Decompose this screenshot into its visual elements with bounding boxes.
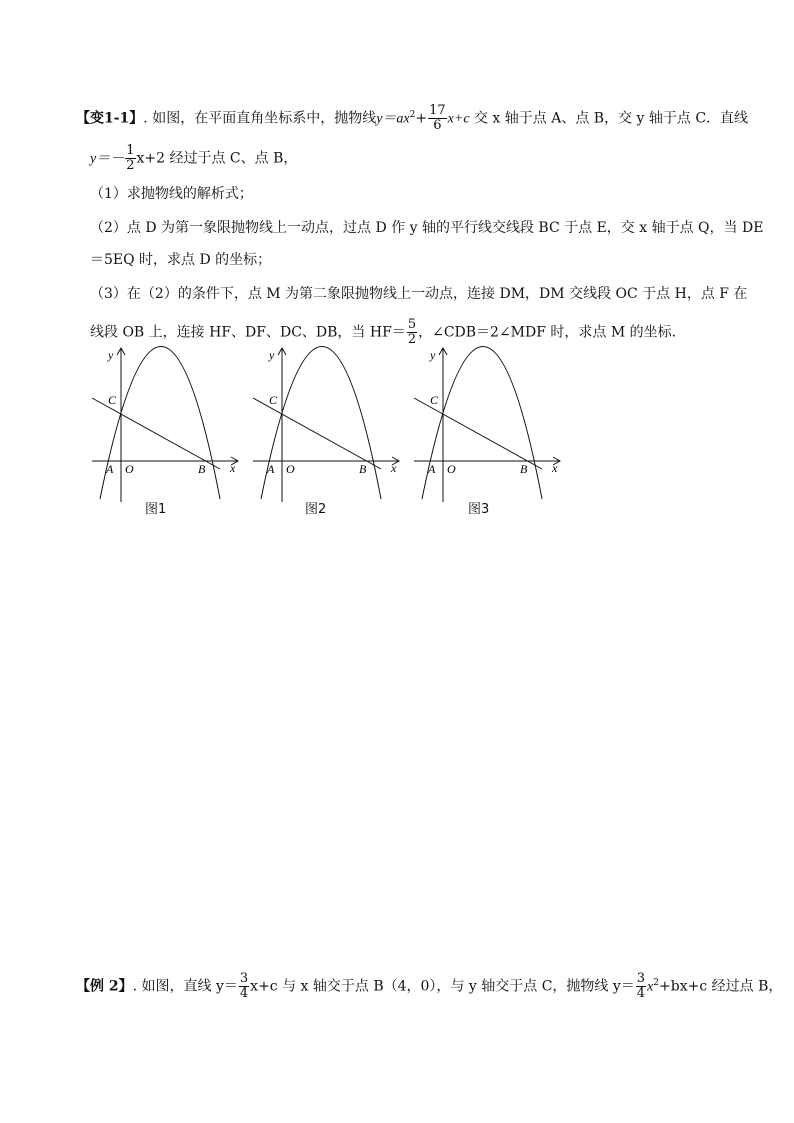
figure-1 [90,344,240,519]
q3b-post: ，∠CDB＝2∠MDF 时，求点 M 的坐标． [418,324,686,341]
x-axis-label: x [230,461,236,475]
frac-den: 4 [636,986,646,1001]
point-c-label: C [108,393,117,407]
origin-label: O [286,462,295,476]
y-axis-label: y [269,348,275,362]
problem1-line1 [76,104,748,133]
parabola-tail: x+c [447,111,470,127]
figure-3-caption: 图3 [468,502,490,517]
frac-num: 3 [636,971,646,986]
parabola-lhs: y＝ax [376,111,410,127]
problem2-line1 [76,972,782,1001]
square-exponent: 2 [409,109,416,120]
point-c-label: C [430,393,439,407]
question-2b: ＝5EQ 时，求点 D 的坐标； [90,252,272,268]
figure-1-caption: 图1 [145,502,167,517]
point-a-label: A [106,462,114,476]
frac-num: 17 [429,103,446,118]
point-b-label: B [198,462,206,476]
line-lhs: y＝－ [90,151,125,167]
figure-1-graph [90,344,240,504]
figure-3-graph [412,344,562,504]
square-exponent: 2 [653,977,660,988]
question-2a: （2）点 D 为第一象限抛物线上一动点，过点 D 作 y 轴的平行线交线段 BC 于点 E，交 x 轴于点 Q，当 DE [90,220,764,236]
q3b-pre: 线段 OB 上，连接 HF、DF、DC、DB，当 HF＝ [90,324,406,341]
y-axis-label: y [430,348,436,362]
figure-2-graph [251,344,401,504]
problem2-text-c: x [647,979,654,995]
problem2-text-d: +bx+c 经过点 B， [659,978,783,995]
point-a-label: A [428,462,436,476]
frac-num: 3 [239,971,249,986]
point-b-label: B [520,462,528,476]
problem1-tag: 【变1-1】 [76,110,144,127]
problem1-intro-b: 交 x 轴于点 A、点 B，交 y 轴于点 C．直线 [469,110,749,127]
point-b-label: B [359,462,367,476]
figure-2 [251,344,401,519]
y-axis-label: y [108,348,114,362]
question-3a: （3）在（2）的条件下，点 M 为第二象限抛物线上一动点，连接 DM，DM 交线段 OC 于点 H，点 F 在 [90,286,748,302]
frac-den: 2 [126,158,135,173]
fraction-5-2 [407,318,417,347]
frac-num: 1 [126,143,135,158]
origin-label: O [125,462,134,476]
problem2-text-a: . 如图，直线 y＝ [132,978,238,995]
origin-label: O [447,462,456,476]
problem2-text-b: x+c 与 x 轴交于点 B（4，0），与 y 轴交于点 C，抛物线 y＝ [250,978,635,995]
fraction-17-6 [428,104,447,133]
fraction-1-2 [125,144,135,173]
x-axis-label: x [391,461,397,475]
figure-3 [412,344,562,519]
frac-num: 5 [407,317,417,332]
problem1-intro: . 如图，在平面直角坐标系中，抛物线 [143,110,377,127]
problem1-line2 [90,144,297,173]
problem2-tag: 【例 2】 [76,978,133,995]
point-c-label: C [269,393,278,407]
plus-sign: + [415,110,428,127]
point-a-label: A [267,462,275,476]
frac-den: 6 [433,118,442,133]
line-tail: x+2 经过于点 C、点 B， [136,150,298,167]
frac-den: 2 [407,332,417,347]
fraction-3-4 [239,972,249,1001]
fraction-3-4-b [636,972,646,1001]
x-axis-label: x [552,461,558,475]
frac-den: 4 [239,986,249,1001]
question-3b [90,318,686,347]
figure-2-caption: 图2 [305,502,327,517]
question-1: （1）求抛物线的解析式； [90,186,253,202]
